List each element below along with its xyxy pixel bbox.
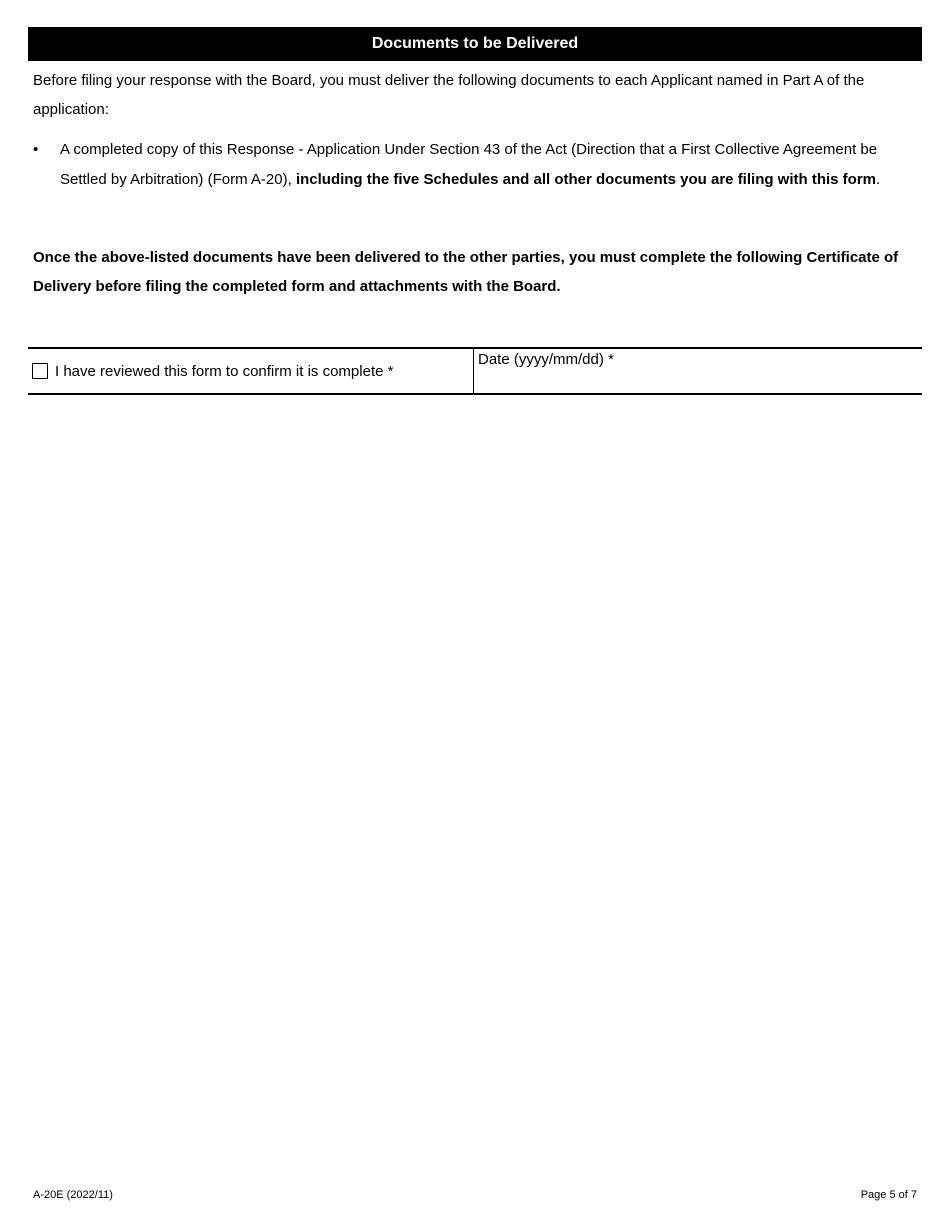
review-checkbox-label[interactable]: I have reviewed this form to confirm it is complete * [55,362,394,380]
intro-paragraph: Before filing your response with the Board, you must deliver the following documents to each Applicant named in Part A of the application: [33,72,865,118]
bullet-marker: • [33,141,39,158]
bullet-bold-text: including the five Schedules and all other documents you are filing with this form [295,171,877,188]
page-number: Page 5 of 7 [860,1189,917,1201]
delivery-notice: Once the above-listed documents have been delivered to the other parties, you must complete the following Certificate of Delivery before filing the completed form and attachments with the Board. [33,249,899,295]
review-cell [28,349,474,393]
bullet-suffix: . [876,171,881,188]
form-id: A-20E (2022/11) [33,1189,113,1201]
list-item [33,135,913,195]
date-input[interactable] [478,371,918,391]
section-title: Documents to be Delivered [371,35,579,52]
date-label: Date (yyyy/mm/dd) * [478,351,614,368]
date-cell [474,349,922,393]
certificate-table [28,347,922,395]
bullet-text: A completed copy of this Response - Application Under Section 43 of the Act (Direction that a First Collective Agreement be Settled by Arbitration) (Form A-20), [60,141,878,188]
documents-list [33,135,913,195]
section-header [28,27,922,61]
review-checkbox[interactable] [32,363,48,379]
